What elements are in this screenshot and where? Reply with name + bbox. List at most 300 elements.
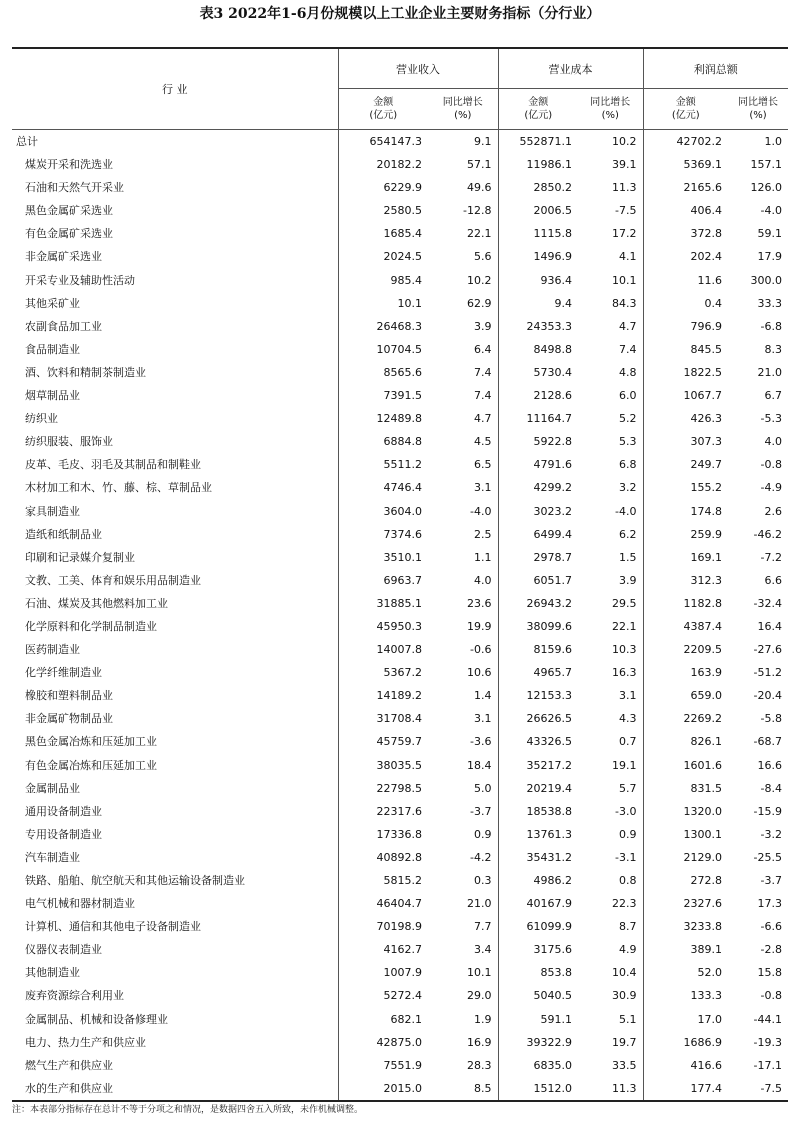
profit-growth-cell: -4.0 [760,204,782,218]
cost-amount-cell: 43326.5 [526,735,572,749]
profit-growth-cell: -25.5 [753,850,782,864]
table-row [12,430,788,453]
cost-growth-cell: 16.3 [578,661,643,684]
revenue-amount-cell: 3510.1 [383,550,422,564]
revenue-amount-cell: 8565.6 [383,365,422,379]
revenue-amount-cell: 22798.5 [376,781,422,795]
revenue-amount-cell: 40892.8 [376,850,422,864]
industry-name-cell: 文教、工美、体育和娱乐用品制造业 [12,569,338,592]
profit-amount-cell: 1067.7 [683,389,722,403]
profit-growth-cell: -27.6 [753,643,782,657]
revenue-growth-cell: 16.9 [428,1031,498,1054]
revenue-growth-cell: 0.9 [428,823,498,846]
cost-amount-cell: 5040.5 [533,989,572,1003]
cost-amount-cell: 591.1 [540,1012,572,1026]
revenue-growth-cell: 49.6 [428,176,498,199]
profit-amount-cell: 17.0 [697,1012,722,1026]
industry-name-cell: 开采专业及辅助性活动 [12,269,338,292]
table-row [12,523,788,546]
industry-name-cell: 非金属矿物制品业 [12,707,338,730]
cost-growth-header: 同比增长 (%) [578,89,643,130]
revenue-growth-cell: 7.7 [428,915,498,938]
cost-growth-cell: 6.8 [578,453,643,476]
industry-name-cell: 酒、饮料和精制茶制造业 [12,361,338,384]
table-row [12,823,788,846]
profit-amount-cell: 202.4 [690,250,722,264]
profit-amount-cell: 5369.1 [683,158,722,172]
cost-growth-cell: 11.3 [578,1077,643,1101]
table-row [12,1054,788,1077]
profit-amount-cell: 416.6 [690,1058,722,1072]
profit-growth-cell: -4.9 [760,481,782,495]
profit-amount-cell: 259.9 [690,527,722,541]
cost-amount-cell: 38099.6 [526,619,572,633]
industry-name-cell: 黑色金属矿采选业 [12,199,338,222]
profit-amount-cell: 174.8 [690,504,722,518]
profit-growth-cell: 2.6 [764,504,782,518]
cost-amount-cell: 8159.6 [533,643,572,657]
industry-name-cell: 纺织服装、服饰业 [12,430,338,453]
financial-indicators-table [12,47,788,1102]
revenue-amount-cell: 5815.2 [383,874,422,887]
table-row [12,338,788,361]
profit-amount-cell: 2269.2 [683,712,722,726]
profit-amount-cell: 177.4 [643,1077,728,1101]
profit-growth-cell: -68.7 [753,735,782,749]
revenue-amount-cell: 4162.7 [383,943,422,957]
revenue-group-header: 营业收入 [338,48,498,89]
revenue-growth-cell: 22.1 [428,222,498,245]
revenue-growth-cell: 1.4 [428,684,498,707]
profit-amount-cell: 11.6 [697,273,722,287]
cost-growth-cell: 8.7 [578,915,643,938]
industry-name-cell: 金属制品、机械和设备修理业 [12,1008,338,1031]
profit-growth-cell: 17.3 [757,897,782,911]
profit-amount-cell: 426.3 [690,412,722,426]
profit-group-header: 利润总额 [643,48,788,89]
revenue-amount-cell: 20182.2 [376,158,422,172]
industry-name-cell: 橡胶和塑料制品业 [12,684,338,707]
revenue-amount-cell: 682.1 [390,1012,422,1026]
cost-amount-cell: 24353.3 [526,319,572,333]
profit-growth-cell: 59.1 [757,227,782,241]
industry-name-cell: 燃气生产和供应业 [12,1054,338,1077]
profit-amount-cell: 272.8 [690,874,722,887]
industry-name-cell: 电气机械和器材制造业 [12,892,338,915]
cost-amount-cell: 9.4 [554,296,572,310]
profit-growth-cell: -51.2 [753,666,782,680]
revenue-growth-cell: 62.9 [428,292,498,315]
industry-name-cell: 石油和天然气开采业 [12,176,338,199]
industry-name-cell: 印刷和记录媒介复制业 [12,546,338,569]
profit-amount-cell: 163.9 [690,666,722,680]
profit-amount-cell: 0.4 [704,296,722,310]
profit-growth-cell: -15.9 [753,804,782,818]
revenue-growth-cell: -4.0 [428,500,498,523]
revenue-growth-cell: 18.4 [428,754,498,777]
cost-growth-cell: 11.3 [578,176,643,199]
profit-growth-cell: -6.6 [760,920,782,934]
profit-growth-cell: -2.8 [760,943,782,957]
revenue-amount-cell: 7551.9 [383,1058,422,1072]
industry-name-cell: 木材加工和木、竹、藤、棕、草制品业 [12,476,338,499]
revenue-amount-cell: 31708.4 [376,712,422,726]
revenue-amount-cell: 1007.9 [383,966,422,980]
cost-growth-cell: -3.0 [578,800,643,823]
industry-name-cell: 煤炭开采和洗选业 [12,153,338,176]
industry-column-header: 行 业 [12,48,338,130]
profit-growth-cell: 8.3 [764,342,782,356]
cost-growth-cell: 6.2 [578,523,643,546]
revenue-amount-cell: 5511.2 [383,458,422,472]
profit-amount-cell: 1182.8 [683,596,722,610]
cost-growth-cell: 3.1 [578,684,643,707]
cost-growth-cell: -3.1 [578,846,643,869]
revenue-amount-cell: 31885.1 [376,596,422,610]
revenue-amount-cell: 2024.5 [383,250,422,264]
profit-growth-cell: -0.8 [760,989,782,1003]
cost-amount-cell: 2128.6 [533,389,572,403]
profit-growth-cell: 1.0 [764,135,782,148]
table-row [12,569,788,592]
industry-name-cell: 纺织业 [12,407,338,430]
cost-amount-header: 金额 (亿元) [498,89,578,130]
profit-growth-cell: 6.6 [764,573,782,587]
profit-amount-cell: 155.2 [690,481,722,495]
profit-amount-cell: 406.4 [690,204,722,218]
cost-growth-cell: 0.7 [578,730,643,753]
cost-growth-cell: 22.1 [578,615,643,638]
cost-growth-cell: 29.5 [578,592,643,615]
revenue-growth-cell: 1.9 [428,1008,498,1031]
industry-name-cell: 其他采矿业 [12,292,338,315]
industry-name-cell: 废弃资源综合利用业 [12,984,338,1007]
cost-growth-cell: 4.7 [578,315,643,338]
table-row [12,1077,788,1101]
revenue-growth-cell: 2.5 [428,523,498,546]
profit-growth-cell: -17.1 [753,1058,782,1072]
profit-growth-cell: 6.7 [764,389,782,403]
cost-growth-cell: 3.2 [578,476,643,499]
table-header [12,48,788,130]
cost-amount-cell: 1512.0 [498,1077,578,1101]
industry-name-cell: 金属制品业 [12,777,338,800]
table-row [12,777,788,800]
revenue-amount-cell: 7374.6 [383,527,422,541]
cost-growth-cell: 3.9 [578,569,643,592]
cost-amount-cell: 2850.2 [533,181,572,195]
profit-amount-cell: 796.9 [690,319,722,333]
profit-growth-cell: 21.0 [757,365,782,379]
table-row [12,661,788,684]
revenue-amount-cell: 38035.5 [376,758,422,772]
cost-growth-cell: 4.8 [578,361,643,384]
revenue-growth-cell: 6.4 [428,338,498,361]
table-row [12,315,788,338]
revenue-amount-cell: 42875.0 [376,1035,422,1049]
profit-amount-cell: 659.0 [690,689,722,703]
revenue-growth-cell: 10.6 [428,661,498,684]
revenue-amount-cell: 985.4 [390,273,422,287]
industry-name-cell: 电力、热力生产和供应业 [12,1031,338,1054]
table-row [12,1008,788,1031]
revenue-amount-cell: 5367.2 [383,666,422,680]
industry-name-cell: 家具制造业 [12,500,338,523]
cost-amount-cell: 39322.9 [526,1035,572,1049]
revenue-growth-cell: 23.6 [428,592,498,615]
revenue-amount-header: 金额 (亿元) [338,89,428,130]
cost-growth-cell: -4.0 [578,500,643,523]
profit-amount-cell: 831.5 [690,781,722,795]
profit-growth-cell: -3.7 [760,874,782,887]
profit-growth-cell: -8.4 [760,781,782,795]
industry-name-cell: 有色金属冶炼和压延加工业 [12,754,338,777]
table-row [12,361,788,384]
industry-name-cell: 专用设备制造业 [12,823,338,846]
cost-growth-cell: 84.3 [578,292,643,315]
revenue-growth-cell: 19.9 [428,615,498,638]
revenue-growth-cell: 7.4 [428,384,498,407]
industry-name-cell: 石油、煤炭及其他燃料加工业 [12,592,338,615]
cost-group-header: 营业成本 [498,48,643,89]
cost-growth-cell: 5.7 [578,777,643,800]
revenue-amount-cell: 7391.5 [383,389,422,403]
table-row [12,292,788,315]
profit-amount-cell: 1822.5 [683,365,722,379]
industry-name-cell: 其他制造业 [12,961,338,984]
revenue-growth-cell: -4.2 [428,846,498,869]
profit-growth-cell: 16.6 [757,758,782,772]
cost-amount-cell: 18538.8 [526,804,572,818]
revenue-growth-cell: -0.6 [428,638,498,661]
revenue-amount-cell: 17336.8 [376,827,422,841]
profit-growth-cell: 300.0 [750,273,782,287]
table-row [12,915,788,938]
revenue-growth-cell: 4.5 [428,430,498,453]
cost-growth-cell: 19.7 [578,1031,643,1054]
revenue-growth-cell: 4.7 [428,407,498,430]
revenue-amount-cell: 5272.4 [383,989,422,1003]
revenue-amount-cell: 70198.9 [376,920,422,934]
industry-name-cell: 化学原料和化学制品制造业 [12,615,338,638]
revenue-amount-cell: 12489.8 [376,412,422,426]
profit-growth-cell: -7.2 [760,550,782,564]
revenue-amount-cell: 3604.0 [383,504,422,518]
revenue-amount-cell: 45950.3 [376,619,422,633]
cost-amount-cell: 61099.9 [526,920,572,934]
table-row [12,476,788,499]
cost-amount-cell: 552871.1 [519,135,572,148]
industry-name-cell: 有色金属矿采选业 [12,222,338,245]
industry-name-cell: 黑色金属冶炼和压延加工业 [12,730,338,753]
table-row [12,707,788,730]
industry-name-cell: 皮革、毛皮、羽毛及其制品和制鞋业 [12,453,338,476]
table-row [12,407,788,430]
cost-amount-cell: 2006.5 [533,204,572,218]
revenue-growth-cell: 3.9 [428,315,498,338]
table-row [12,130,788,154]
table-row [12,222,788,245]
profit-growth-cell: -32.4 [753,596,782,610]
revenue-growth-cell: 3.1 [428,476,498,499]
revenue-amount-cell: 26468.3 [376,319,422,333]
cost-amount-cell: 8498.8 [533,342,572,356]
cost-growth-cell: 5.1 [578,1008,643,1031]
cost-amount-cell: 936.4 [540,273,572,287]
revenue-amount-cell: 46404.7 [376,897,422,911]
table-row [12,754,788,777]
profit-amount-cell: 389.1 [690,943,722,957]
cost-amount-cell: 1115.8 [533,227,572,241]
cost-growth-cell: 5.2 [578,407,643,430]
revenue-growth-cell: 6.5 [428,453,498,476]
cost-amount-cell: 5730.4 [533,365,572,379]
profit-growth-cell: 4.0 [764,435,782,449]
table-row [12,453,788,476]
profit-growth-cell: -19.3 [753,1035,782,1049]
revenue-growth-cell: -3.7 [428,800,498,823]
table-row [12,500,788,523]
table-row [12,938,788,961]
table-row [12,684,788,707]
revenue-growth-cell: -12.8 [428,199,498,222]
revenue-growth-cell: 5.0 [428,777,498,800]
cost-growth-cell: 33.5 [578,1054,643,1077]
revenue-growth-cell: 1.1 [428,546,498,569]
profit-amount-cell: 1686.9 [683,1035,722,1049]
revenue-amount-cell: 6884.8 [383,435,422,449]
revenue-growth-cell: 3.1 [428,707,498,730]
industry-name-cell: 烟草制品业 [12,384,338,407]
table-row [12,199,788,222]
cost-amount-cell: 20219.4 [526,781,572,795]
industry-name-cell: 造纸和纸制品业 [12,523,338,546]
profit-growth-cell: 16.4 [757,619,782,633]
cost-amount-cell: 5922.8 [533,435,572,449]
revenue-amount-cell: 6229.9 [383,181,422,195]
profit-growth-cell: -7.5 [728,1077,788,1101]
cost-growth-cell: 10.1 [578,269,643,292]
revenue-amount-cell: 654147.3 [369,135,422,148]
industry-name-cell: 计算机、通信和其他电子设备制造业 [12,915,338,938]
profit-growth-cell: -6.8 [760,319,782,333]
cost-amount-cell: 4299.2 [533,481,572,495]
cost-growth-cell: -7.5 [578,199,643,222]
industry-name-cell: 汽车制造业 [12,846,338,869]
cost-growth-cell: 10.3 [578,638,643,661]
table-row [12,846,788,869]
table-row [12,269,788,292]
cost-amount-cell: 12153.3 [526,689,572,703]
cost-amount-cell: 6499.4 [533,527,572,541]
profit-amount-cell: 1320.0 [683,804,722,818]
revenue-amount-cell: 22317.6 [376,804,422,818]
revenue-growth-header: 同比增长 (%) [428,89,498,130]
table-row [12,869,788,892]
cost-growth-cell: 39.1 [578,153,643,176]
revenue-amount-cell: 10704.5 [376,342,422,356]
revenue-growth-cell: -3.6 [428,730,498,753]
cost-amount-cell: 6051.7 [533,573,572,587]
revenue-growth-cell: 0.3 [428,869,498,892]
profit-amount-cell: 133.3 [690,989,722,1003]
table-row [12,153,788,176]
cost-growth-cell: 4.3 [578,707,643,730]
cost-amount-cell: 13761.3 [526,827,572,841]
table-row [12,384,788,407]
cost-amount-cell: 35217.2 [526,758,572,772]
cost-growth-cell: 5.3 [578,430,643,453]
page-title: 表3 2022年1-6月份规模以上工业企业主要财务指标（分行业） [199,6,601,22]
revenue-amount-cell: 6963.7 [383,573,422,587]
industry-name-cell: 水的生产和供应业 [12,1077,338,1101]
table-row [12,638,788,661]
profit-amount-cell: 2165.6 [683,181,722,195]
profit-amount-cell: 52.0 [697,966,722,980]
table-row [12,176,788,199]
revenue-growth-cell: 4.0 [428,569,498,592]
revenue-growth-cell: 8.5 [428,1077,498,1101]
industry-name-cell: 通用设备制造业 [12,800,338,823]
revenue-amount-cell: 10.1 [397,296,422,310]
profit-amount-cell: 3233.8 [683,920,722,934]
profit-amount-cell: 2209.5 [683,643,722,657]
profit-amount-cell: 372.8 [690,227,722,241]
revenue-growth-cell: 10.2 [428,269,498,292]
profit-amount-cell: 826.1 [690,735,722,749]
table-row [12,1031,788,1054]
revenue-growth-cell: 21.0 [428,892,498,915]
revenue-growth-cell: 3.4 [428,938,498,961]
industry-name-cell: 仪器仪表制造业 [12,938,338,961]
profit-growth-cell: -44.1 [753,1012,782,1026]
table-row [12,245,788,268]
revenue-growth-cell: 7.4 [428,361,498,384]
revenue-amount-cell: 14189.2 [376,689,422,703]
industry-name-cell: 化学纤维制造业 [12,661,338,684]
cost-amount-cell: 11986.1 [526,158,572,172]
cost-amount-cell: 3175.6 [533,943,572,957]
cost-growth-cell: 0.8 [578,869,643,892]
revenue-growth-cell: 29.0 [428,984,498,1007]
revenue-amount-cell: 4746.4 [383,481,422,495]
profit-growth-cell: 17.9 [757,250,782,264]
industry-name-cell: 总计 [12,130,338,154]
profit-amount-cell: 169.1 [690,550,722,564]
cost-amount-cell: 4986.2 [533,874,572,887]
profit-amount-cell: 307.3 [690,435,722,449]
table-body [12,130,788,1101]
profit-growth-cell: -0.8 [760,458,782,472]
profit-amount-header: 金额 (亿元) [643,89,728,130]
profit-amount-cell: 42702.2 [676,135,722,148]
cost-growth-cell: 17.2 [578,222,643,245]
revenue-amount-cell: 45759.7 [376,735,422,749]
cost-amount-cell: 6835.0 [533,1058,572,1072]
profit-amount-cell: 1300.1 [683,827,722,841]
cost-amount-cell: 853.8 [540,966,572,980]
table-row [12,592,788,615]
table-row [12,730,788,753]
revenue-amount-cell: 14007.8 [376,643,422,657]
profit-amount-cell: 312.3 [690,573,722,587]
profit-amount-cell: 2129.0 [683,850,722,864]
cost-growth-cell: 1.5 [578,546,643,569]
table-row [12,615,788,638]
cost-growth-cell: 19.1 [578,754,643,777]
revenue-growth-cell: 10.1 [428,961,498,984]
cost-amount-cell: 35431.2 [526,850,572,864]
